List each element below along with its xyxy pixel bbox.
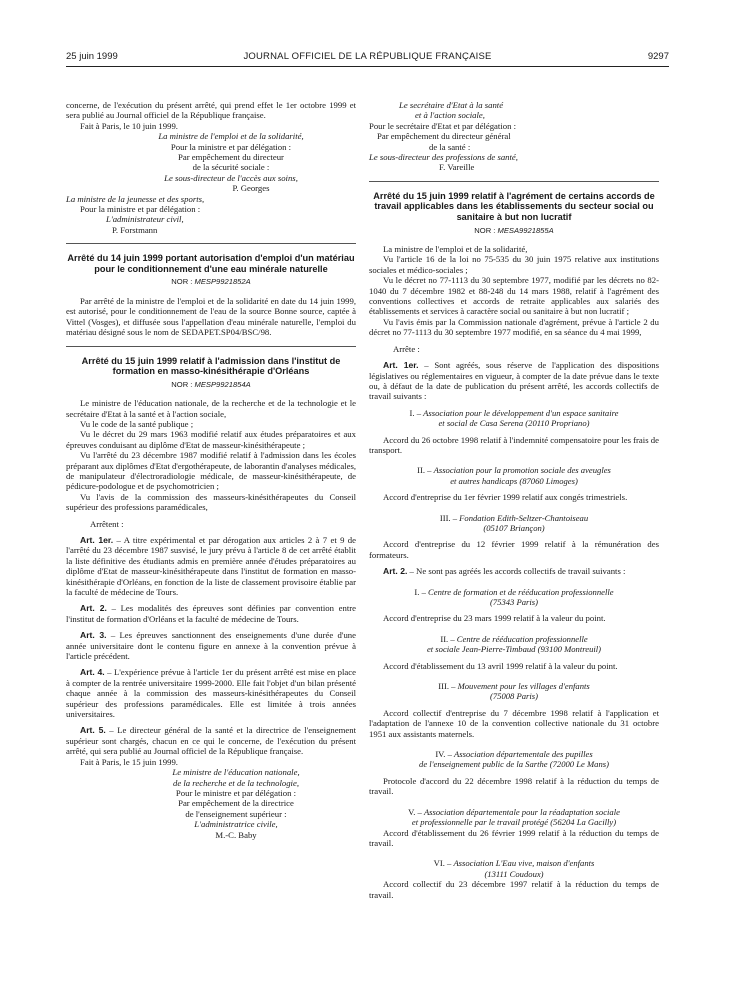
entity-name: Association départementale pour la réadaptation sociale [423,806,620,817]
section-separator [66,243,356,244]
article-paragraph [66,725,356,756]
nor-label: NOR : [474,225,496,235]
article-text: – Les épreuves sanctionnent des enseignements d'une durée d'une année universitaire dont le contenu figure en annexe à la convention prévue à l'article précédent. [66,630,357,662]
section-separator [66,346,356,347]
visa-paragraph: Vu l'avis émis par la Commission nationale d'agrément, prévue à l'article 2 du décret no 77-1113 du 30 septembre 1977 modifié, en sa séance du 4 mai 1999, [369,316,659,338]
nor-code: MESP9921854A [194,379,251,389]
signature-line: Pour le ministre et par délégation : [175,787,297,798]
article-text: – L'expérience prévue à l'article 1er du présent arrêté est mise en place à compter de la rentrée universitaire 1999-2000. Elle fait l'objet d'un bilan présenté chaque année à la commission des masseurs-kinésithérapeutes du Conseil supérieur des professions paramédicales. Elle est limitée à trois années universitaires. [66,667,356,720]
entity-number: I. – [409,407,424,418]
article-label: Art. 3. [80,630,107,641]
visa-paragraph: Vu l'avis de la commission des masseurs-kinésithérapeutes du Conseil supérieur des professions paramédicales, [66,491,356,513]
entity-number: III. – [438,681,458,692]
entity-name: Association L'Eau vive, maison d'enfants [453,858,595,869]
entity-name: Association départementale des pupilles [454,749,593,760]
article-label: Art. 2. [80,603,107,614]
entity-name-line2: et sociale Jean-Pierre-Timbaud (93100 Montreuil) [426,644,602,655]
article-paragraph [369,360,659,402]
article-label: Art. 4. [80,667,105,678]
signature-place-date: Fait à Paris, le 10 juin 1999. [80,120,178,131]
nor-code: MESP9921852A [194,277,251,287]
article-paragraph [66,667,356,719]
refused-entity [369,749,659,759]
refused-entity [369,681,659,691]
visa-paragraph: Vu le code de la santé publique ; [80,418,194,429]
signature-line: La ministre de la jeunesse et des sports, [66,193,205,204]
entity-name-line2: (75343 Paris) [490,597,538,607]
nor-reference [66,380,356,390]
accord-text: Accord d'établissement du 26 février 1999 relatif à la réduction du temps de travail. [369,827,659,848]
signature-line: Le ministre de l'éducation nationale, [172,767,300,778]
signature-line: de la sécurité sociale : [192,162,270,173]
accord-text: Accord d'entreprise du 12 février 1999 relatif à la rémunération des formateurs. [369,539,659,560]
refused-entity [369,858,659,868]
signature-block-sante [369,100,659,173]
accord-text: Accord d'entreprise du 23 mars 1999 relatif à la valeur du point. [383,613,606,624]
signatory-name: P. Forstmann [112,224,158,235]
entity-name: Association pour la promotion sociale des aveugles [433,465,611,476]
decree-title: Arrêté du 14 juin 1999 portant autorisation d'emploi d'un matériau pour le conditionnement d'une eau minérale naturelle [67,253,355,274]
accord-text: Protocole d'accord du 22 décembre 1998 relatif à la réduction du temps de travail. [369,775,659,797]
visa-paragraph: Vu le décret du 29 mars 1963 modifié relatif aux études préparatoires et aux épreuves conduisant au diplôme d'Etat de masseur-kinésithérapeute ; [66,429,356,450]
article-paragraph [66,630,356,661]
entity-number: II. – [417,465,434,476]
article-text: – A titre expérimental et par dérogation aux articles 2 à 7 et 9 de l'arrêté du 23 décembre 1987 susvisé, le jury prévu à l'article 8 de cet arrêté établit la liste définitive des étudiants admis en première année d'études préparatoires au diplôme d'Etat de masseur-kinésithérapeute dans l'institut de formation en masso-kinésithérapie d'Orléans, en fonction de la liste de classement provisoire établie par la faculté de médecine de Tours. [66,534,356,597]
article-paragraph [66,603,356,624]
signature-line: La ministre de l'emploi et de la solidarité, [158,131,304,142]
entity-number: I. – [414,586,429,597]
accord-text: Accord collectif du 23 décembre 1997 relatif à la réduction du temps de travail. [369,879,659,900]
article-text: – Les modalités des épreuves sont définies par convention entre l'institut de formation d'Orléans et la faculté de médecine de Tours. [66,603,356,624]
entity-name: Association pour le développement d'un espace sanitaire [423,407,619,418]
entity-name: Centre de formation et de rééducation professionnelle [428,586,614,597]
signature-line: Le sous-directeur des professions de santé, [369,152,518,163]
signatory-name: P. Georges [232,183,270,194]
right-column [369,100,659,900]
entity-name-line2: et autres handicaps (87060 Limoges) [450,475,578,486]
accord-text: Accord d'entreprise du 1er février 1999 relatif aux congés trimestriels. [383,492,628,503]
signatory-name: F. Vareille [439,162,475,173]
nor-label: NOR : [171,277,193,287]
entity-name: Mouvement pour les villages d'enfants [457,681,590,692]
signature-block-emploi [66,131,356,193]
spacer [369,797,659,807]
refused-entity [369,634,659,644]
decree-text: Par arrêté de la ministre de l'emploi et de la solidarité en date du 14 juin 1999, est autorisé, pour le conditionnement de l'eau de la source Bonne source, captée à Vittel (Vosges), et diffusée sous l'appellation d'eau minérale naturelle, l'emploi du matériau désigné sous le nom de SEDAPET.SP04/BSC/98. [66,295,356,338]
article-text: – Sont agréés, sous réserve de l'application des dispositions législatives ou réglementaires en vigueur, à compter de la date prévue dans le texte ou, à défaut de la date de publication du présent arrêté, les accords collectifs de travail suivants : [369,360,659,402]
header-date: 25 juin 1999 [66,51,118,62]
entity-name-line2: et professionnelle par le travail protégé (56204 La Gacilly) [411,817,617,828]
signature-block-jeunesse [66,194,356,236]
visa-paragraph: Vu le décret no 77-1113 du 30 septembre 1977, modifié par les décrets no 82-1040 du 7 décembre 1982 et 88-248 du 14 mars 1988, relatif à l'agrément des conventions collectives et accords de retraite applicables aux salariés des établissements et services à caractère social ou sanitaire à but non lucratif ; [369,275,659,317]
agreed-entity [369,408,659,418]
signature-line: Par empêchement du directeur [178,152,284,163]
entity-name-line2: (13111 Coudoux) [484,868,544,879]
signature-line: Le secrétaire d'Etat à la santé [399,100,504,110]
entity-name-line2: (05107 Briançon) [483,522,545,533]
spacer [369,503,659,513]
decree-title: Arrêté du 15 juin 1999 relatif à l'agrément de certains accords de travail applicables dans les établissements du secteur social ou sanitaire à but non lucratif [373,190,655,223]
accord-text: Accord d'établissement du 13 avril 1999 relatif à la valeur du point. [383,660,618,671]
entity-name: Centre de rééducation professionnelle [456,633,588,644]
entity-number: V. – [408,806,424,817]
signature-place-date: Fait à Paris, le 15 juin 1999. [80,756,178,767]
agreed-entity [369,513,659,523]
signature-line: Le sous-directeur de l'accès aux soins, [164,172,298,183]
signature-line: L'administrateur civil, [106,214,184,225]
signature-line: Pour la ministre et par délégation : [170,141,292,152]
signature-line: de la santé : [429,141,471,152]
signature-block-education [66,767,356,840]
decree-title: Arrêté du 15 juin 1999 relatif à l'admission dans l'institut de formation en masso-kinésithérapie d'Orléans [81,355,341,377]
visa-paragraph: Vu l'article 16 de la loi no 75-535 du 30 juin 1975 relative aux institutions sociales et médico-sociales ; [369,254,659,275]
spacer [369,577,659,587]
signature-line: Par empêchement de la directrice [178,798,294,809]
continued-paragraph: concerne, de l'exécution du présent arrêté, qui prend effet le 1er octobre 1999 et sera publié au Journal officiel de la République française. [66,100,356,121]
entity-number: III. – [439,512,460,523]
signature-line: Pour la ministre et par délégation : [80,204,201,215]
signature-line: et à l'action sociale, [415,110,485,121]
arretent-heading: Arrêtent : [90,518,124,529]
entity-name-line2: (75008 Paris) [490,691,538,702]
header-page-number: 9297 [647,51,669,62]
article-label: Art. 1er. [383,360,419,371]
article-label: Art. 1er. [80,534,114,545]
section-separator [369,181,659,182]
signature-line: Par empêchement du directeur général [377,131,511,142]
visa-paragraph: La ministre de l'emploi et de la solidarité, [383,244,528,255]
header-rule [66,66,669,67]
visa-paragraph: Le ministre de l'éducation nationale, de la recherche et de la technologie et le secrétaire d'Etat à la santé et à l'action sociale, [66,398,356,419]
article-paragraph [369,566,659,576]
entity-name: Fondation Edith-Seltzer-Chantoiseau [459,512,589,523]
arrete-heading: Arrête : [393,343,420,354]
page-header [66,51,669,65]
spacer [369,671,659,681]
refused-entity [369,587,659,597]
agreed-entity [369,465,659,475]
signature-line: de la recherche et de la technologie, [173,777,299,788]
header-journal-title: JOURNAL OFFICIEL DE LA RÉPUBLIQUE FRANÇAISE [243,51,492,62]
nor-reference [369,226,659,236]
spacer [369,455,659,465]
refused-entity [369,807,659,817]
spacer [369,624,659,634]
nor-label: NOR : [171,379,193,389]
accord-text: Accord collectif d'entreprise du 7 décembre 1998 relatif à l'application et l'adaptation de l'annexe 10 de la convention collective nationale du 31 octobre 1951 aux assistants maternels. [369,707,659,739]
visa-paragraph: Vu l'arrêté du 23 décembre 1987 modifié relatif à l'admission dans les écoles préparant aux diplômes d'Etat d'ergothérapeute, de laborantin d'analyses médicales, de manipulateur d'électroradiologie médicale, de masseur-kinésithérapeute, de pédicure-podologue et de psychomotricien ; [66,450,356,492]
article-text: – Le directeur général de la santé et la directrice de l'enseignement supérieur sont chargés, chacun en ce qui le concerne, de l'exécution du présent arrêté, qui sera publié au Journal officiel de la République française. [66,725,356,757]
entity-number: II. – [440,633,457,644]
signature-line: Pour le secrétaire d'Etat et par délégation : [369,120,517,131]
article-text: – Ne sont pas agréés les accords collectifs de travail suivants : [407,566,626,577]
nor-reference [66,277,356,287]
spacer [369,848,659,858]
nor-code: MESA9921855A [497,225,554,235]
entity-number: IV. – [435,749,455,760]
signature-line: de l'enseignement supérieur : [185,808,287,819]
article-label: Art. 2. [383,566,408,577]
entity-name-line2: et social de Casa Serena (20110 Propriano) [438,418,590,429]
signatory-name: M.-C. Baby [215,829,257,840]
left-column [66,100,356,840]
article-label: Art. 5. [80,725,106,736]
article-paragraph [66,535,356,597]
spacer [369,739,659,749]
entity-number: VI. – [433,858,454,869]
accord-text: Accord du 26 octobre 1998 relatif à l'indemnité compensatoire pour les frais de transport. [369,434,659,455]
entity-name-line2: de l'enseignement public de la Sarthe (72000 Le Mans) [419,759,609,770]
signature-line: L'administratrice civile, [194,819,278,830]
